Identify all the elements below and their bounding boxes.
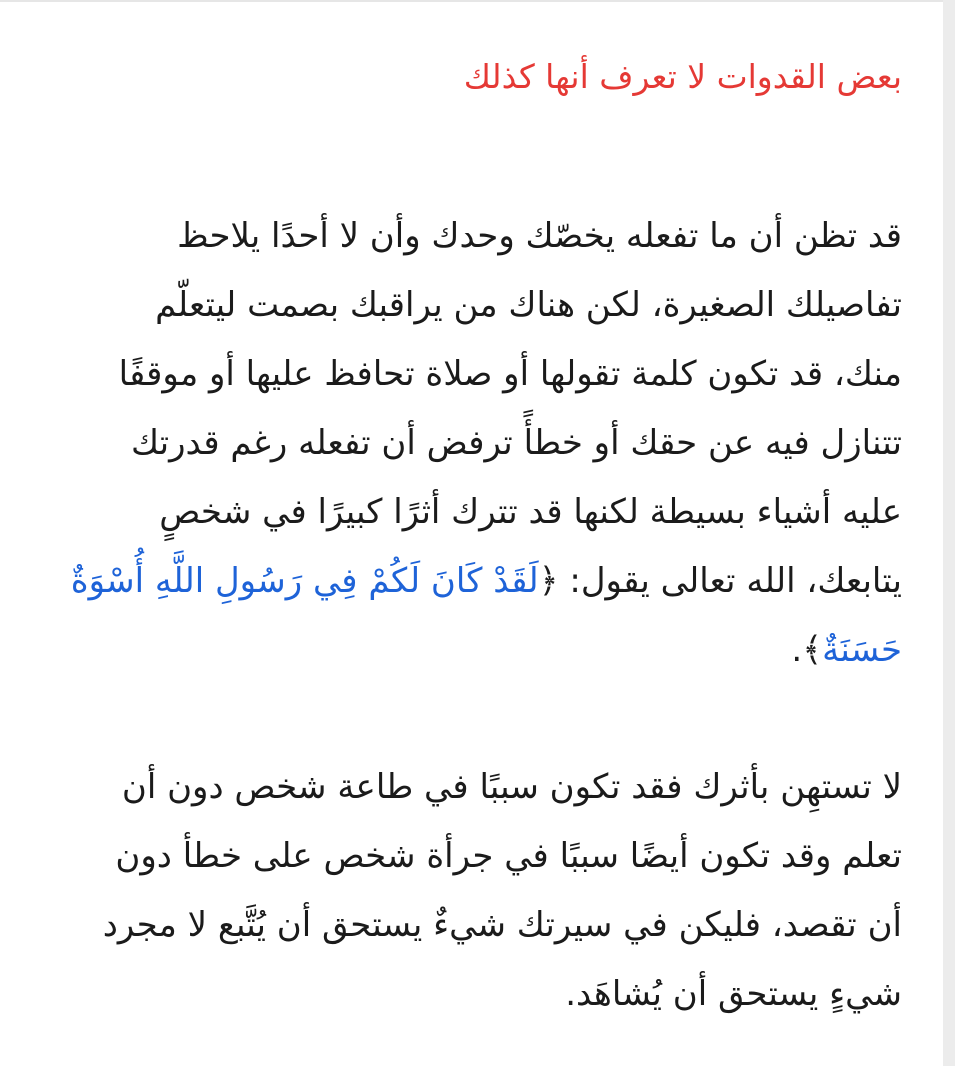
paragraph-2-line: تعلم وقد تكون أيضًا سببًا في جرأة شخص على خطأ دون: [115, 836, 902, 876]
article-body: [30, 44, 902, 1029]
paragraph-1-line: تفاصيلك الصغيرة، لكن هناك من يراقبك بصمت ليتعلّم: [155, 285, 902, 325]
paragraph-2-line: أن تقصد، فليكن في سيرتك شيءٌ يستحق أن يُتَّبع لا مجرد: [102, 905, 902, 945]
quote-open-brace: ﴿: [538, 561, 559, 601]
quote-close-brace: ﴾.: [791, 630, 823, 670]
paragraph-1-line: منك، قد تكون كلمة تقولها أو صلاة تحافظ عليها أو موقفًا: [118, 354, 902, 394]
scrollbar-track[interactable]: [943, 0, 955, 1066]
article-title: بعض القدوات لا تعرف أنها كذلك: [463, 57, 902, 96]
paragraph-2-line: شيءٍ يستحق أن يُشاهَد.: [565, 974, 902, 1014]
paragraph-1: [30, 202, 902, 685]
quran-quote: لَقَدْ كَانَ لَكُمْ فِي رَسُولِ اللَّهِ أُسْوَةٌ حَسَنَةٌ: [70, 561, 902, 670]
top-divider: [0, 0, 943, 2]
quote-intro: يتابعك، الله تعالى يقول:: [558, 561, 902, 601]
paragraph-1-line: تتنازل فيه عن حقك أو خطأً ترفض أن تفعله رغم قدرتك: [130, 423, 902, 463]
paragraph-2: [30, 753, 902, 1029]
paragraph-1-line: عليه أشياء بسيطة لكنها قد تترك أثرًا كبيرًا في شخصٍ: [159, 492, 902, 532]
paragraph-1-line: قد تظن أن ما تفعله يخصّك وحدك وأن لا أحدًا يلاحظ: [177, 216, 902, 256]
paragraph-2-line: لا تستهِن بأثرك فقد تكون سببًا في طاعة شخص دون أن: [121, 767, 902, 807]
